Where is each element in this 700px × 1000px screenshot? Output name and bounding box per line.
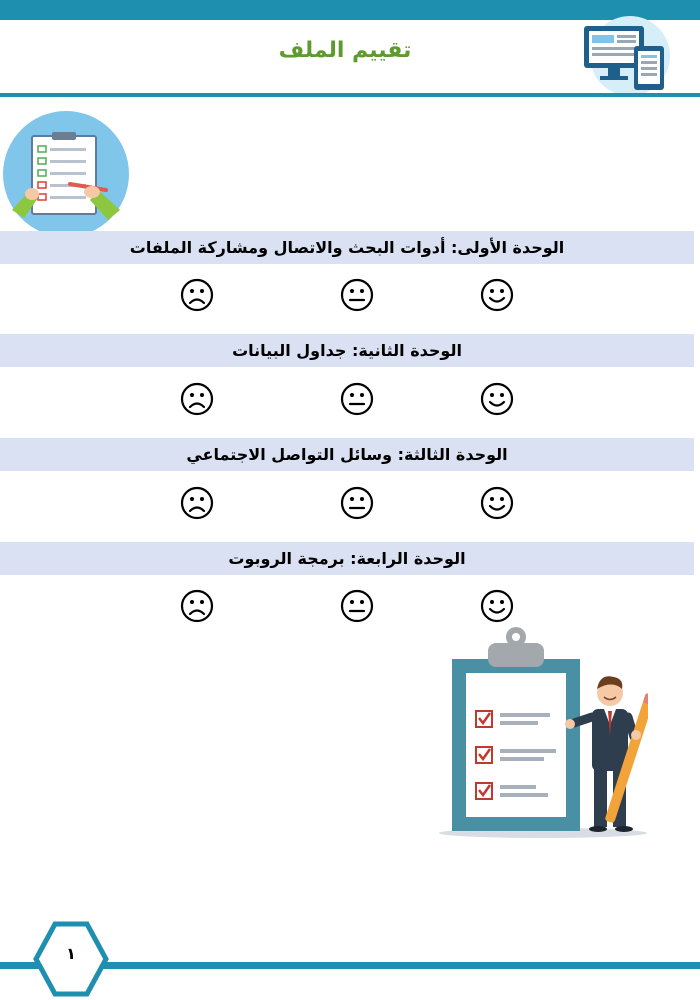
teacher-checklist-illustration bbox=[438, 625, 648, 840]
rating-row-1 bbox=[0, 278, 700, 318]
clipboard-icon bbox=[2, 110, 130, 238]
neutral-face-icon[interactable] bbox=[340, 278, 374, 312]
neutral-face-icon[interactable] bbox=[340, 589, 374, 623]
unit-title-2: الوحدة الثانية: جداول البيانات bbox=[0, 334, 694, 367]
sad-face-icon[interactable] bbox=[180, 589, 214, 623]
rating-row-3 bbox=[0, 486, 700, 526]
unit-title-4: الوحدة الرابعة: برمجة الروبوت bbox=[0, 542, 694, 575]
neutral-face-icon[interactable] bbox=[340, 382, 374, 416]
happy-face-icon[interactable] bbox=[480, 382, 514, 416]
neutral-face-icon[interactable] bbox=[340, 486, 374, 520]
happy-face-icon[interactable] bbox=[480, 486, 514, 520]
page-number: ١ bbox=[66, 944, 76, 963]
unit-title-1: الوحدة الأولى: أدوات البحث والاتصال ومشاركة الملفات bbox=[0, 231, 694, 264]
happy-face-icon[interactable] bbox=[480, 589, 514, 623]
rating-row-2 bbox=[0, 382, 700, 422]
rating-row-4 bbox=[0, 589, 700, 629]
sad-face-icon[interactable] bbox=[180, 278, 214, 312]
page-title: تقييم الملف bbox=[278, 38, 412, 63]
monitor-icon bbox=[578, 16, 674, 98]
happy-face-icon[interactable] bbox=[480, 278, 514, 312]
sad-face-icon[interactable] bbox=[180, 486, 214, 520]
unit-title-3: الوحدة الثالثة: وسائل التواصل الاجتماعي bbox=[0, 438, 694, 471]
sad-face-icon[interactable] bbox=[180, 382, 214, 416]
header-divider bbox=[0, 93, 700, 97]
